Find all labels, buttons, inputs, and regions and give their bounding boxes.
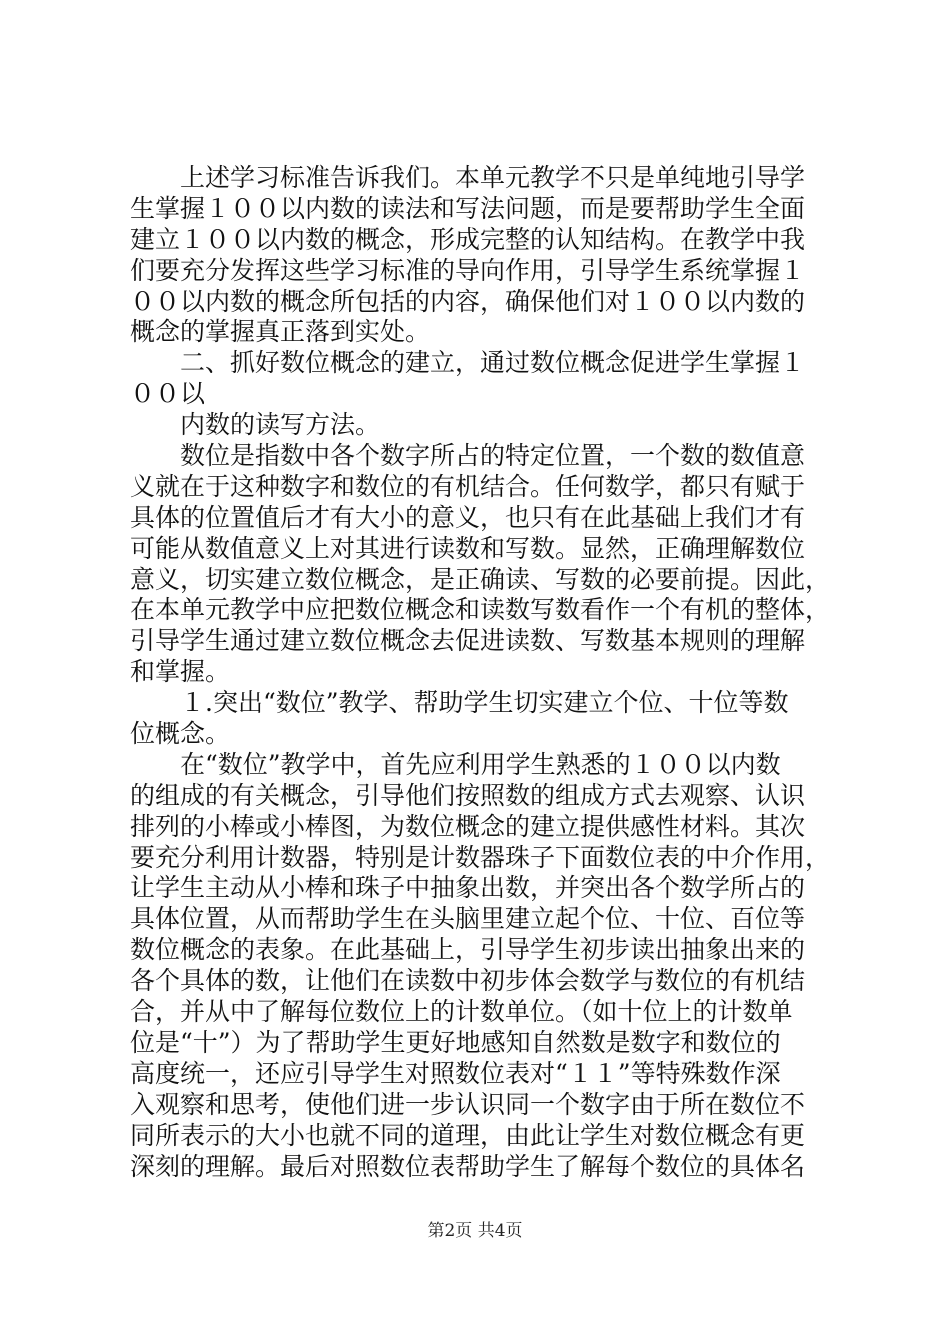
text-line: 的组成的有关概念，引导他们按照数的组成方式去观察、认识 — [130, 780, 806, 810]
text-line: ００以 — [130, 379, 206, 409]
text-line: 意义，切实建立数位概念，是正确读、写数的必要前提。因此， — [130, 564, 831, 594]
text-line: 数位是指数中各个数字所占的特定位置，一个数的数值意 — [130, 441, 806, 471]
text-line: 让学生主动从小棒和珠子中抽象出数，并突出各个数学所占的 — [130, 873, 806, 903]
text-line: 各个具体的数，让他们在读数中初步体会数学与数位的有机结 — [130, 966, 806, 996]
text-line: 上述学习标准告诉我们。本单元教学不只是单纯地引导学 — [130, 163, 806, 192]
text-line: 建立１００以内数的概念，形成完整的认知结构。在教学中我 — [130, 224, 806, 254]
text-line: 内数的读写方法。 — [130, 410, 381, 440]
text-line: 义就在于这种数字和数位的有机结合。任何数学，都只有赋于 — [130, 471, 806, 501]
text-line: 要充分利用计数器，特别是计数器珠子下面数位表的中介作用， — [130, 842, 831, 872]
page-footer: 第2页 共4页 — [427, 1221, 523, 1241]
text-line: 高度统一，还应引导学生对照数位表对“１１”等特殊数作深 — [130, 1058, 781, 1088]
body-text — [130, 163, 830, 1182]
text-line: 具体的位置值后才有大小的意义，也只有在此基础上我们才有 — [130, 502, 806, 532]
text-line: 概念的掌握真正落到实处。 — [130, 317, 431, 347]
text-line: 深刻的理解。最后对照数位表帮助学生了解每个数位的具体名 — [130, 1151, 806, 1181]
text-line: 位概念。 — [130, 719, 231, 749]
text-line: 同所表示的大小也就不同的道理，由此让学生对数位概念有更 — [130, 1120, 806, 1150]
text-line: 们要充分发挥这些学习标准的导向作用，引导学生系统掌握１ — [130, 255, 806, 285]
text-line: 引导学生通过建立数位概念去促进读数、写数基本规则的理解 — [130, 626, 806, 656]
text-line: 位是“十”）为了帮助学生更好地感知自然数是数字和数位的 — [130, 1027, 781, 1057]
text-line: 和掌握。 — [130, 657, 231, 687]
text-line: 合，并从中了解每位数位上的计数单位。（如十位上的计数单 — [130, 997, 793, 1027]
text-line: １.突出“数位”教学、帮助学生切实建立个位、十位等数 — [130, 688, 789, 718]
text-line: 具体位置，从而帮助学生在头脑里建立起个位、十位、百位等 — [130, 904, 806, 934]
text-line: 排列的小棒或小棒图，为数位概念的建立提供感性材料。其次 — [130, 811, 806, 841]
text-line: 数位概念的表象。在此基础上，引导学生初步读出抽象出来的 — [130, 935, 806, 965]
text-line: 生掌握１００以内数的读法和写法问题，而是要帮助学生全面 — [130, 193, 806, 223]
text-line: 在“数位”教学中，首先应利用学生熟悉的１００以内数 — [130, 749, 781, 779]
text-line: 可能从数值意义上对其进行读数和写数。显然，正确理解数位 — [130, 533, 806, 563]
text-line: 在本单元教学中应把数位概念和读数写数看作一个有机的整体， — [130, 595, 831, 625]
text-line: 二、抓好数位概念的建立，通过数位概念促进学生掌握１ — [130, 348, 806, 378]
text-line: 入观察和思考，使他们进一步认识同一个数字由于所在数位不 — [130, 1089, 806, 1119]
text-line: ００以内数的概念所包括的内容，确保他们对１００以内数的 — [130, 286, 806, 316]
